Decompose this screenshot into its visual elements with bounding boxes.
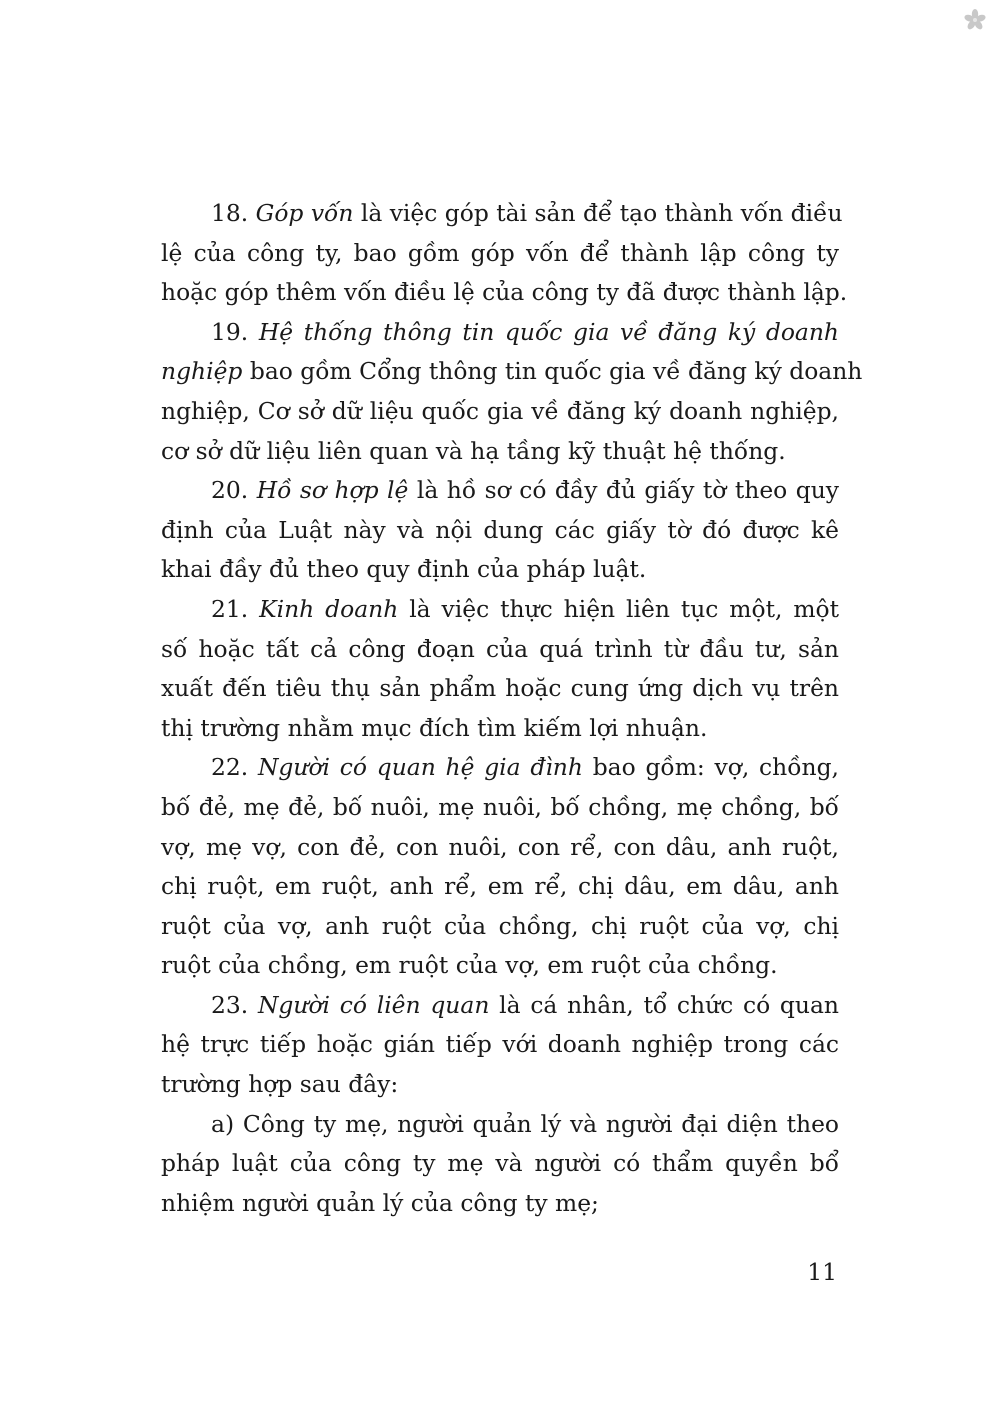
line-text: trường hợp sau đây: <box>161 1070 399 1099</box>
line-text: hệ trực tiếp hoặc gián tiếp với doanh nghiệp trong các <box>161 1030 839 1059</box>
text-line <box>161 1025 839 1065</box>
defined-term: Kinh doanh <box>259 594 399 623</box>
line-text: là việc thực hiện liên tục một, một <box>398 594 839 623</box>
clause-21 <box>161 590 839 748</box>
line-text: cơ sở dữ liệu liên quan và hạ tầng kỹ thuật hệ thống. <box>161 436 786 465</box>
defined-term: Hệ thống thông tin quốc gia về đăng ký doanh <box>258 317 839 346</box>
line-text: là cá nhân, tổ chức có quan <box>489 990 839 1019</box>
page-number: 11 <box>807 1258 837 1286</box>
line-text: khai đầy đủ theo quy định của pháp luật. <box>161 555 647 584</box>
line-text: là hồ sơ có đầy đủ giấy tờ theo quy <box>408 476 839 505</box>
line-text: hoặc góp thêm vốn điều lệ của công ty đã được thành lập. <box>161 278 848 307</box>
clause-number: 19. <box>211 317 259 346</box>
text-line <box>161 194 843 234</box>
line-text: bao gồm Cổng thông tin quốc gia về đăng ký doanh <box>242 357 863 386</box>
text-line <box>161 669 839 709</box>
clause-number: 23. <box>211 990 258 1019</box>
line-text: pháp luật của công ty mẹ và người có thẩm quyền bổ <box>161 1149 839 1178</box>
text-line <box>161 313 839 353</box>
text-line <box>161 709 839 749</box>
line-text: xuất đến tiêu thụ sản phẩm hoặc cung ứng dịch vụ trên <box>161 674 839 703</box>
clause-23 <box>161 986 839 1105</box>
line-text: định của Luật này và nội dung các giấy tờ đó được kê <box>161 515 839 544</box>
flower-watermark-icon <box>963 8 987 32</box>
text-line <box>161 590 839 630</box>
line-text: ruột của vợ, anh ruột của chồng, chị ruột của vợ, chị <box>161 911 839 940</box>
text-line <box>161 630 839 670</box>
clause-number: 22. <box>211 753 258 782</box>
text-line <box>161 788 839 828</box>
line-text: nghiệp, Cơ sở dữ liệu quốc gia về đăng ký doanh nghiệp, <box>161 396 839 425</box>
text-line <box>161 550 839 590</box>
text-line <box>161 1065 839 1105</box>
line-text: bố đẻ, mẹ đẻ, bố nuôi, mẹ nuôi, bố chồng, mẹ chồng, bố <box>161 792 839 821</box>
line-text: là việc góp tài sản để tạo thành vốn điều <box>353 199 843 227</box>
text-line <box>161 1184 839 1224</box>
text-line <box>161 748 839 788</box>
text-line <box>161 907 839 947</box>
text-line <box>161 1105 839 1145</box>
text-line <box>161 828 839 868</box>
defined-term: Người có liên quan <box>257 990 490 1019</box>
line-text: số hoặc tất cả công đoạn của quá trình từ đầu tư, sản <box>161 634 839 663</box>
text-line <box>161 986 839 1026</box>
text-line <box>161 352 863 392</box>
text-line <box>161 392 839 432</box>
text-line <box>161 946 839 986</box>
clause-19 <box>161 313 863 471</box>
clause-18 <box>161 194 848 313</box>
clause-number: 21. <box>211 594 260 623</box>
text-line <box>161 234 839 274</box>
clause-number: a) <box>211 1109 243 1138</box>
line-text: thị trường nhằm mục đích tìm kiếm lợi nhuận. <box>161 713 708 742</box>
text-line <box>161 273 848 313</box>
clause-23a <box>161 1105 839 1224</box>
text-line <box>161 1144 839 1184</box>
defined-term: Góp vốn <box>255 199 354 227</box>
defined-term: nghiệp <box>161 357 243 386</box>
line-text: chị ruột, em ruột, anh rể, em rể, chị dâu, em dâu, anh <box>161 872 839 901</box>
line-text: vợ, mẹ vợ, con đẻ, con nuôi, con rể, con dâu, anh ruột, <box>161 832 839 861</box>
line-text: lệ của công ty, bao gồm góp vốn để thành lập công ty <box>161 238 839 267</box>
defined-term: Hồ sơ hợp lệ <box>256 476 409 505</box>
clause-number: 20. <box>211 476 257 505</box>
clause-20 <box>161 471 839 590</box>
text-line <box>161 511 839 551</box>
defined-term: Người có quan hệ gia đình <box>257 753 583 782</box>
line-text: nhiệm người quản lý của công ty mẹ; <box>161 1188 599 1217</box>
clause-22 <box>161 748 839 986</box>
line-text: ruột của chồng, em ruột của vợ, em ruột của chồng. <box>161 951 778 980</box>
text-line <box>161 471 839 511</box>
line-text: bao gồm: vợ, chồng, <box>582 753 839 782</box>
text-line <box>161 867 839 907</box>
document-body <box>161 194 863 1223</box>
line-text: Công ty mẹ, người quản lý và người đại diện theo <box>242 1109 839 1138</box>
text-line <box>161 432 839 472</box>
clause-number: 18. <box>211 199 256 227</box>
